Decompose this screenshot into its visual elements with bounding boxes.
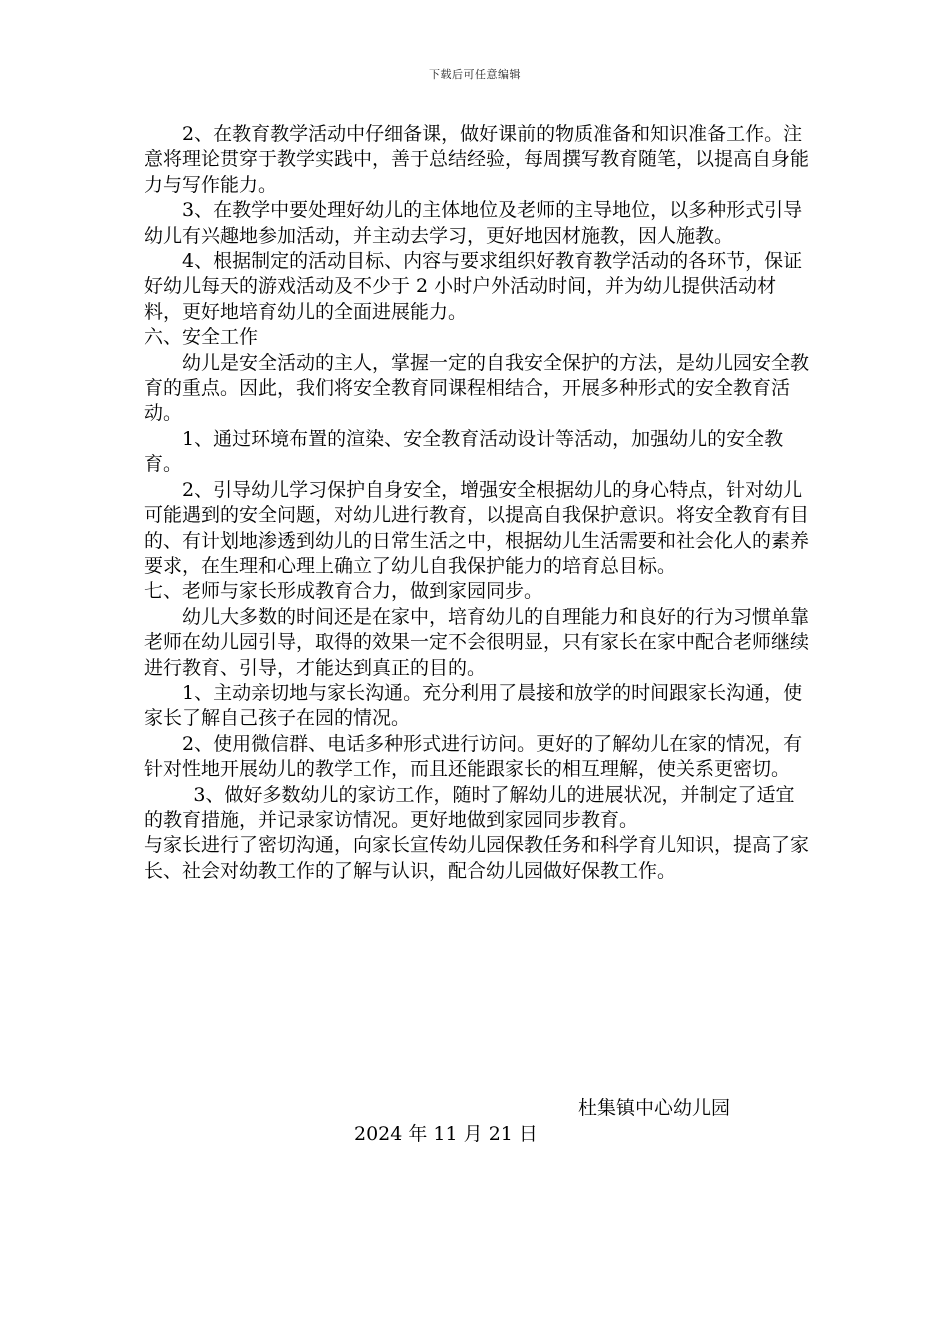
paragraph-safety-intro: 幼儿是安全活动的主人，掌握一定的自我安全保护的方法，是幼儿园安全教育的重点。因此，我们将安全教育同课程相结合，开展多种形式的安全教育活动。 xyxy=(144,351,810,425)
paragraph-home-visits: 3、做好多数幼儿的家访工作，随时了解幼儿的进展状况，并制定了适宜的教育措施，并记录家访情况。更好地做到家园同步教育。 xyxy=(144,783,795,831)
paragraph-activity-organization: 4、根据制定的活动目标、内容与要求组织好教育教学活动的各环节，保证好幼儿每天的游戏活动及不少于 2 小时户外活动时间，并为幼儿提供活动材料，更好地培育幼儿的全面进展能力。 xyxy=(144,250,803,323)
paragraph-wechat-phone: 2、使用微信群、电话多种形式进行访问。更好的了解幼儿在家的情况，有针对性地开展幼儿的教学工作，而且还能跟家长的相互理解，使关系更密切。 xyxy=(144,732,803,781)
signature-organization: 杜集镇中心幼儿园 xyxy=(578,1097,731,1119)
paragraph-teaching-role: 3、在教学中要处理好幼儿的主体地位及老师的主导地位，以多种形式引导幼儿有兴趣地参加活动，并主动去学习，更好地因材施教，因人施教。 xyxy=(144,199,803,247)
section-heading-safety: 六、安全工作 xyxy=(144,326,259,349)
paragraph-home-school-intro: 幼儿大多数的时间还是在家中，培育幼儿的自理能力和良好的行为习惯单靠老师在幼儿园引导，取得的效果一定不会很明显，只有家长在家中配合老师继续进行教育、引导，才能达到真正的目的。 xyxy=(144,605,810,679)
signature-date: 2024 年 11 月 21 日 xyxy=(354,1123,538,1145)
paragraph-parent-communication: 1、主动亲切地与家长沟通。充分利用了晨接和放学的时间跟家长沟通，使家长了解自己孩子在园的情况。 xyxy=(144,681,803,730)
section-heading-home-school: 七、老师与家长形成教育合力，做到家园同步。 xyxy=(144,580,544,603)
paragraph-summary: 与家长进行了密切沟通，向家长宣传幼儿园保教任务和科学育儿知识，提高了家长、社会对幼教工作的了解与认识，配合幼儿园做好保教工作。 xyxy=(144,834,810,882)
paragraph-teaching-prep: 2、在教育教学活动中仔细备课，做好课前的物质准备和知识准备工作。注意将理论贯穿于教学实践中，善于总结经验，每周撰写教育随笔，以提高自身能力与写作能力。 xyxy=(144,123,810,196)
header-note: 下载后可任意编辑 xyxy=(429,68,521,81)
paragraph-safety-self-protection: 2、引导幼儿学习保护自身安全，增强安全根据幼儿的身心特点，针对幼儿可能遇到的安全问题，对幼儿进行教育，以提高自我保护意识。将安全教育有目的、有计划地渗透到幼儿的日常生活之中，根据幼儿生活需要和社会化人的素养要求，在生理和心理上确立了幼儿自我保护能力的培育总目标。 xyxy=(144,478,810,577)
paragraph-safety-environment: 1、通过环境布置的渲染、安全教育活动设计等活动，加强幼儿的安全教育。 xyxy=(144,427,784,476)
document-body xyxy=(144,122,810,884)
